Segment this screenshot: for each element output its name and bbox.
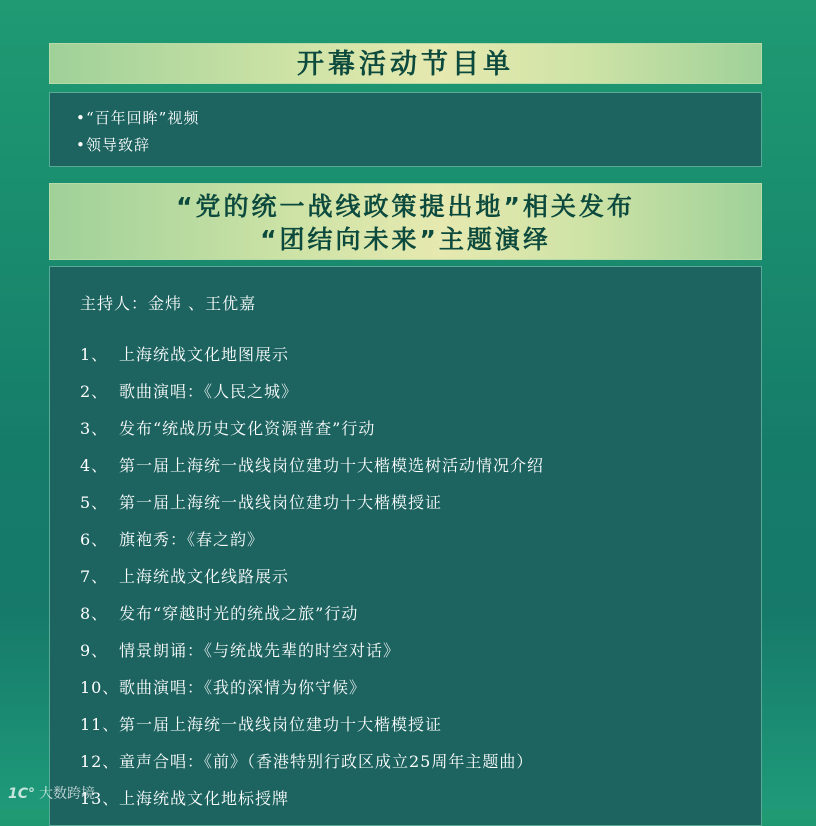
- program-title-banner: [49, 43, 762, 84]
- watermark: [8, 783, 95, 805]
- item-number: 10、: [80, 678, 120, 697]
- item-number: 13、: [80, 789, 120, 808]
- list-item: [80, 418, 761, 455]
- item-text: 上海统战文化地标授牌: [119, 789, 290, 808]
- item-number: 8、: [80, 604, 109, 623]
- list-item: [80, 788, 761, 825]
- list-item: [80, 640, 761, 677]
- item-number: 9、: [80, 641, 109, 660]
- watermark-text: 大数跨境: [39, 786, 96, 802]
- list-item: [80, 344, 761, 381]
- bullet-dot-icon: •: [76, 136, 86, 154]
- item-text: 上海统战文化地图展示: [119, 345, 290, 364]
- item-text: 上海统战文化线路展示: [119, 567, 290, 586]
- item-number: 6、: [80, 530, 109, 549]
- item-text: 童声合唱：《前》（香港特别行政区成立25周年主题曲）: [119, 752, 534, 771]
- list-item: [80, 677, 761, 714]
- program-title: 开幕活动节目单: [297, 49, 514, 80]
- item-number: 11、: [80, 715, 120, 734]
- list-item: [80, 714, 761, 751]
- item-text: 第一届上海统一战线岗位建功十大楷模选树活动情况介绍: [119, 456, 545, 475]
- list-item: •“百年回眸”视频: [76, 105, 761, 132]
- host-line: 主持人：金炜 、王优嘉: [80, 294, 257, 313]
- watermark-logo: 1C°: [8, 786, 36, 802]
- release-title-line1: “党的统一战线政策提出地”相关发布: [176, 192, 635, 221]
- item-number: 5、: [80, 493, 109, 512]
- bullet-dot-icon: •: [76, 109, 86, 127]
- item-text: 歌曲演唱：《我的深情为你守候》: [119, 678, 367, 697]
- list-item: [80, 492, 761, 529]
- release-program-panel: [49, 266, 762, 826]
- list-item: •领导致辞: [76, 132, 761, 159]
- release-title-banner: [49, 183, 762, 260]
- list-item: [80, 455, 761, 492]
- item-text: 旗袍秀：《春之韵》: [119, 530, 265, 549]
- item-number: 1、: [80, 345, 109, 364]
- item-text: 第一届上海统一战线岗位建功十大楷模授证: [119, 715, 443, 734]
- list-item: [80, 566, 761, 603]
- item-text: 第一届上海统一战线岗位建功十大楷模授证: [119, 493, 443, 512]
- opening-program-panel: [49, 92, 762, 167]
- list-item: [80, 751, 761, 788]
- list-item: [80, 381, 761, 418]
- item-text: 情景朗诵：《与统战先辈的时空对话》: [119, 641, 401, 660]
- item-text: 发布“穿越时光的统战之旅”行动: [119, 604, 359, 623]
- item-number: 3、: [80, 419, 109, 438]
- item-number: 4、: [80, 456, 109, 475]
- list-item: [80, 529, 761, 566]
- item-number: 12、: [80, 752, 120, 771]
- item-text: 歌曲演唱：《人民之城》: [119, 382, 299, 401]
- item-number: 2、: [80, 382, 109, 401]
- item-text: 发布“统战历史文化资源普查”行动: [119, 419, 376, 438]
- release-title-line2: “团结向未来”主题演绎: [260, 225, 551, 254]
- list-item: [80, 603, 761, 640]
- item-number: 7、: [80, 567, 109, 586]
